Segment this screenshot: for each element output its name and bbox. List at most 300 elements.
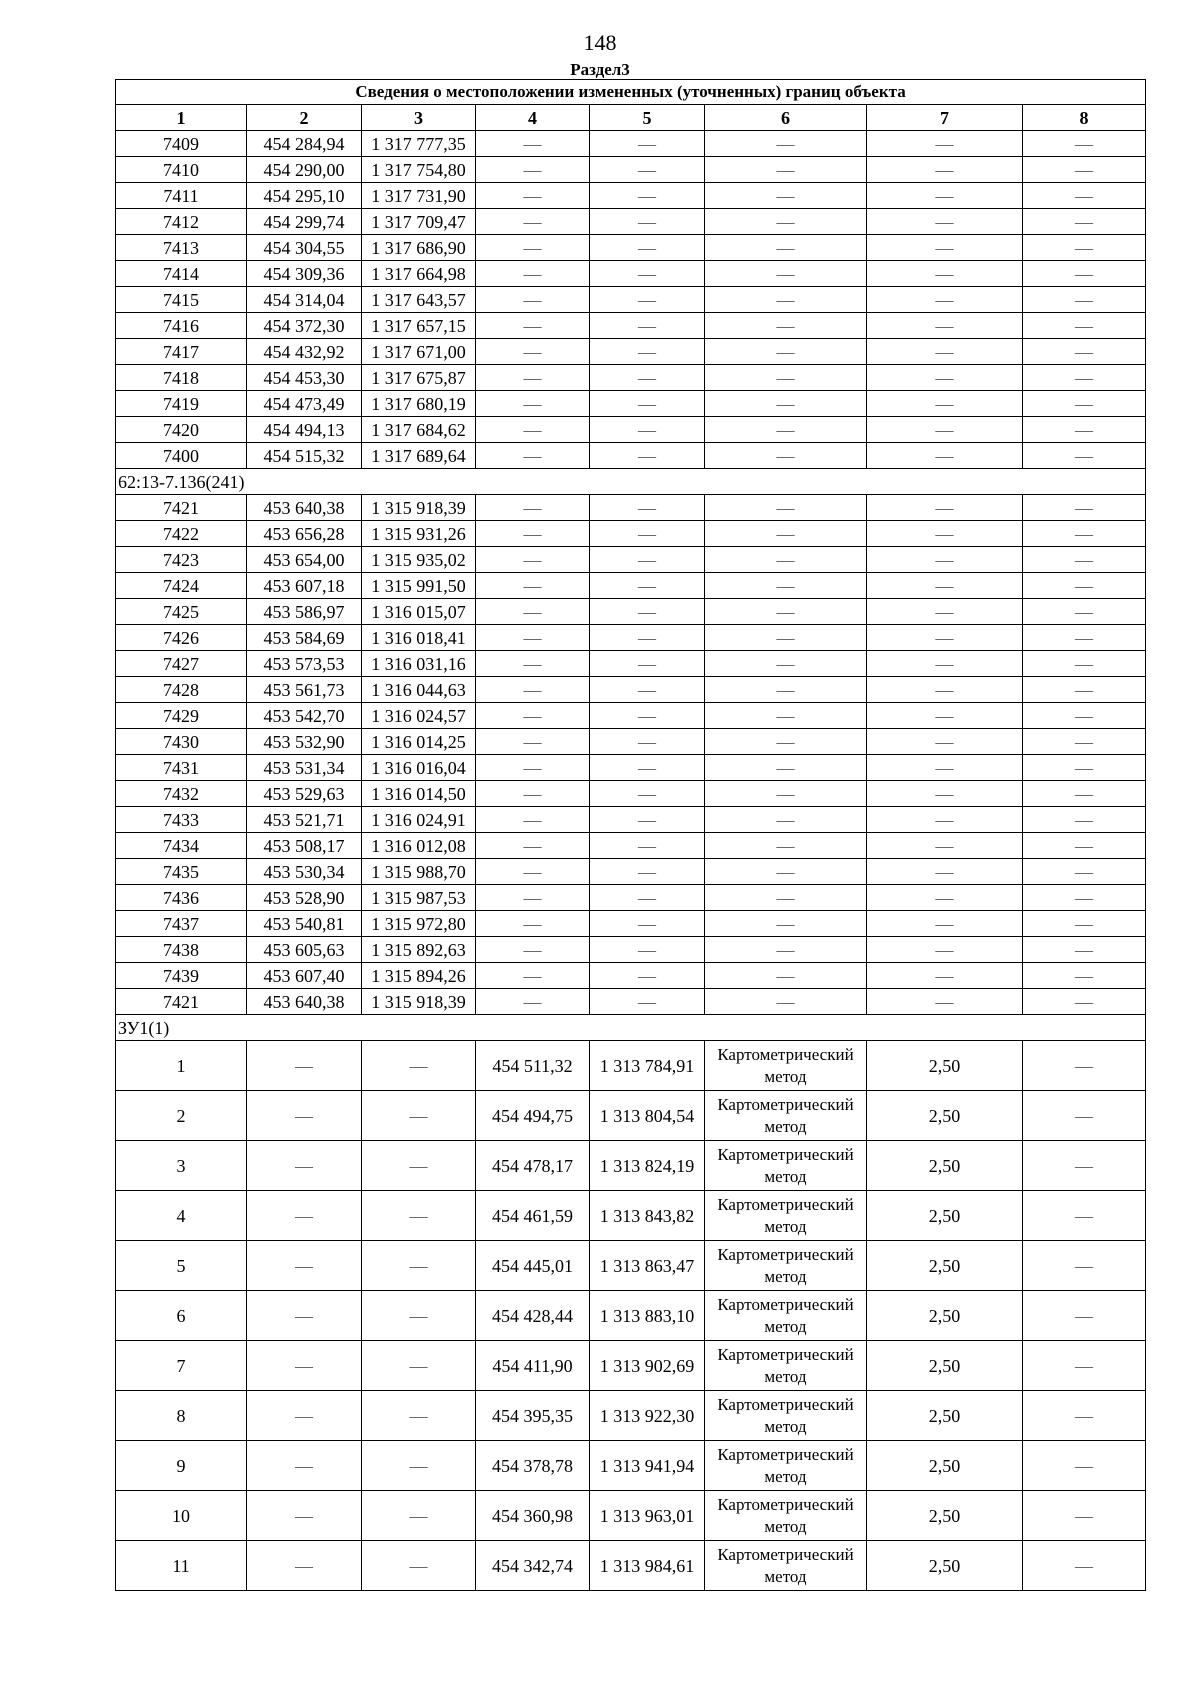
table-cell: — bbox=[1023, 755, 1146, 781]
table-cell: — bbox=[1023, 1391, 1146, 1441]
table-cell: — bbox=[247, 1391, 362, 1441]
group-header-row bbox=[116, 469, 1146, 495]
table-cell: 1 317 754,80 bbox=[362, 157, 476, 183]
table-cell: — bbox=[590, 807, 705, 833]
table-cell: 7426 bbox=[116, 625, 247, 651]
table-cell: — bbox=[247, 1291, 362, 1341]
table-cell: — bbox=[590, 677, 705, 703]
table-cell: — bbox=[476, 989, 590, 1015]
table-cell: — bbox=[590, 625, 705, 651]
table-cell: — bbox=[1023, 677, 1146, 703]
table-cell: — bbox=[1023, 573, 1146, 599]
table-cell: 1 316 018,41 bbox=[362, 625, 476, 651]
table-cell: — bbox=[867, 729, 1023, 755]
table-cell: — bbox=[867, 963, 1023, 989]
table-cell: — bbox=[867, 547, 1023, 573]
table-cell: — bbox=[705, 859, 867, 885]
table-cell: 1 313 902,69 bbox=[590, 1341, 705, 1391]
table-cell: 1 315 931,26 bbox=[362, 521, 476, 547]
table-cell: 2,50 bbox=[867, 1041, 1023, 1091]
page-number: 148 bbox=[583, 30, 617, 55]
table-cell: 454 299,74 bbox=[247, 209, 362, 235]
table-cell: — bbox=[1023, 651, 1146, 677]
table-cell: — bbox=[247, 1141, 362, 1191]
table-cell: — bbox=[476, 573, 590, 599]
table-cell: 454 295,10 bbox=[247, 183, 362, 209]
table-cell: 453 529,63 bbox=[247, 781, 362, 807]
table-row bbox=[116, 183, 1146, 209]
table-cell: 453 607,40 bbox=[247, 963, 362, 989]
table-cell: 1 313 984,61 bbox=[590, 1541, 705, 1591]
table-cell: — bbox=[590, 443, 705, 469]
table-row bbox=[116, 885, 1146, 911]
table-cell: 7437 bbox=[116, 911, 247, 937]
table-cell: — bbox=[705, 391, 867, 417]
table-cell: — bbox=[867, 573, 1023, 599]
table-cell: — bbox=[362, 1091, 476, 1141]
table-row bbox=[116, 391, 1146, 417]
column-header: 8 bbox=[1023, 105, 1146, 131]
table-cell: — bbox=[1023, 1441, 1146, 1491]
table-cell: — bbox=[590, 313, 705, 339]
table-cell: 454 304,55 bbox=[247, 235, 362, 261]
table-cell: — bbox=[476, 677, 590, 703]
table-cell: — bbox=[1023, 521, 1146, 547]
table-cell: — bbox=[705, 183, 867, 209]
table-row bbox=[116, 339, 1146, 365]
table-cell: 1 316 044,63 bbox=[362, 677, 476, 703]
table-cell: — bbox=[705, 521, 867, 547]
table-cell: — bbox=[705, 781, 867, 807]
table-cell: 7435 bbox=[116, 859, 247, 885]
table-row bbox=[116, 261, 1146, 287]
table-cell: 1 317 671,00 bbox=[362, 339, 476, 365]
table-cell: — bbox=[867, 157, 1023, 183]
table-cell: — bbox=[867, 417, 1023, 443]
table-cell: — bbox=[867, 833, 1023, 859]
table-cell: 1 313 922,30 bbox=[590, 1391, 705, 1441]
table-cell: — bbox=[476, 833, 590, 859]
table-cell: 454 473,49 bbox=[247, 391, 362, 417]
table-cell: 454 395,35 bbox=[476, 1391, 590, 1441]
table-cell: 1 317 731,90 bbox=[362, 183, 476, 209]
table-cell: — bbox=[476, 651, 590, 677]
table-cell: — bbox=[247, 1541, 362, 1591]
table-cell: — bbox=[1023, 911, 1146, 937]
table-cell: 1 316 024,57 bbox=[362, 703, 476, 729]
table-cell: 7428 bbox=[116, 677, 247, 703]
table-cell: 7413 bbox=[116, 235, 247, 261]
column-header: 2 bbox=[247, 105, 362, 131]
table-cell: 454 411,90 bbox=[476, 1341, 590, 1391]
table-cell: 454 284,94 bbox=[247, 131, 362, 157]
table-row bbox=[116, 859, 1146, 885]
table-cell: 1 317 664,98 bbox=[362, 261, 476, 287]
table-cell: — bbox=[867, 625, 1023, 651]
table-cell: — bbox=[476, 261, 590, 287]
table-cell: — bbox=[705, 651, 867, 677]
table-cell: — bbox=[1023, 443, 1146, 469]
table-cell: 1 315 991,50 bbox=[362, 573, 476, 599]
table-cell: 1 313 963,01 bbox=[590, 1491, 705, 1541]
table-cell: — bbox=[1023, 1541, 1146, 1591]
table-cell: — bbox=[1023, 859, 1146, 885]
table-cell: — bbox=[590, 521, 705, 547]
table-cell: — bbox=[247, 1491, 362, 1541]
table-cell: 1 315 935,02 bbox=[362, 547, 476, 573]
table-row bbox=[116, 755, 1146, 781]
table-cell: 453 654,00 bbox=[247, 547, 362, 573]
table-cell: 7417 bbox=[116, 339, 247, 365]
table-cell: — bbox=[476, 937, 590, 963]
table-cell: Картометрический метод bbox=[705, 1441, 867, 1491]
table-cell: 1 317 709,47 bbox=[362, 209, 476, 235]
table-cell: — bbox=[705, 677, 867, 703]
table-cell: — bbox=[867, 651, 1023, 677]
table-cell: 5 bbox=[116, 1241, 247, 1291]
table-cell: — bbox=[1023, 417, 1146, 443]
table-cell: — bbox=[705, 131, 867, 157]
table-cell: 7433 bbox=[116, 807, 247, 833]
table-cell: — bbox=[362, 1141, 476, 1191]
table-cell: — bbox=[476, 781, 590, 807]
table-cell: — bbox=[1023, 833, 1146, 859]
table-cell: 1 317 680,19 bbox=[362, 391, 476, 417]
table-cell: 1 313 863,47 bbox=[590, 1241, 705, 1291]
table-cell: — bbox=[705, 365, 867, 391]
table-cell: — bbox=[590, 365, 705, 391]
table-cell: 7438 bbox=[116, 937, 247, 963]
table-cell: 1 317 675,87 bbox=[362, 365, 476, 391]
table-cell: 6 bbox=[116, 1291, 247, 1341]
table-cell: — bbox=[1023, 1341, 1146, 1391]
table-cell: 1 316 014,25 bbox=[362, 729, 476, 755]
table-cell: 1 313 843,82 bbox=[590, 1191, 705, 1241]
table-cell: 453 540,81 bbox=[247, 911, 362, 937]
table-cell: 7423 bbox=[116, 547, 247, 573]
table-row bbox=[116, 1141, 1146, 1191]
table-row bbox=[116, 365, 1146, 391]
table-cell: 7439 bbox=[116, 963, 247, 989]
table-cell: 453 640,38 bbox=[247, 495, 362, 521]
table-cell: — bbox=[705, 313, 867, 339]
table-cell: — bbox=[705, 755, 867, 781]
table-cell: — bbox=[590, 833, 705, 859]
table-cell: — bbox=[867, 391, 1023, 417]
table-cell: 454 372,30 bbox=[247, 313, 362, 339]
table-cell: — bbox=[867, 209, 1023, 235]
table-cell: 453 607,18 bbox=[247, 573, 362, 599]
table-caption: Сведения о местоположении измененных (уточненных) границ объекта bbox=[116, 80, 1146, 105]
table-cell: 1 317 777,35 bbox=[362, 131, 476, 157]
table-cell: 7412 bbox=[116, 209, 247, 235]
table-cell: 454 461,59 bbox=[476, 1191, 590, 1241]
table-cell: — bbox=[590, 209, 705, 235]
table-cell: 1 317 689,64 bbox=[362, 443, 476, 469]
table-cell: — bbox=[867, 807, 1023, 833]
table-cell: — bbox=[1023, 261, 1146, 287]
table-cell: — bbox=[867, 443, 1023, 469]
table-cell: 453 656,28 bbox=[247, 521, 362, 547]
table-row bbox=[116, 131, 1146, 157]
table-cell: — bbox=[590, 729, 705, 755]
table-cell: — bbox=[247, 1091, 362, 1141]
table-cell: — bbox=[476, 703, 590, 729]
table-cell: — bbox=[476, 521, 590, 547]
table-cell: — bbox=[1023, 287, 1146, 313]
table-cell: — bbox=[362, 1541, 476, 1591]
table-cell: — bbox=[247, 1241, 362, 1291]
table-cell: — bbox=[1023, 339, 1146, 365]
table-cell: 453 530,34 bbox=[247, 859, 362, 885]
table-cell: — bbox=[247, 1341, 362, 1391]
table-cell: Картометрический метод bbox=[705, 1541, 867, 1591]
section-label: Раздел3 bbox=[570, 60, 630, 79]
table-cell: — bbox=[1023, 1041, 1146, 1091]
table-cell: 8 bbox=[116, 1391, 247, 1441]
group-label: 62:13-7.136(241) bbox=[116, 469, 1146, 495]
table-cell: 2,50 bbox=[867, 1391, 1023, 1441]
table-cell: — bbox=[476, 235, 590, 261]
table-cell: — bbox=[705, 963, 867, 989]
table-cell: 1 317 684,62 bbox=[362, 417, 476, 443]
table-cell: 1 316 015,07 bbox=[362, 599, 476, 625]
table-cell: 1 313 804,54 bbox=[590, 1091, 705, 1141]
table-cell: 7430 bbox=[116, 729, 247, 755]
table-cell: 1 315 918,39 bbox=[362, 989, 476, 1015]
table-cell: — bbox=[476, 339, 590, 365]
table-cell: — bbox=[476, 495, 590, 521]
table-cell: — bbox=[476, 625, 590, 651]
table-cell: 10 bbox=[116, 1491, 247, 1541]
table-cell: — bbox=[590, 599, 705, 625]
table-cell: — bbox=[705, 807, 867, 833]
table-cell: — bbox=[705, 495, 867, 521]
table-row bbox=[116, 547, 1146, 573]
table-cell: — bbox=[867, 261, 1023, 287]
table-cell: 2,50 bbox=[867, 1341, 1023, 1391]
table-cell: 1 315 892,63 bbox=[362, 937, 476, 963]
table-cell: — bbox=[1023, 1191, 1146, 1241]
table-cell: — bbox=[476, 807, 590, 833]
table-cell: 1 313 883,10 bbox=[590, 1291, 705, 1341]
table-cell: — bbox=[362, 1191, 476, 1241]
table-cell: — bbox=[590, 859, 705, 885]
column-header: 7 bbox=[867, 105, 1023, 131]
table-cell: 454 314,04 bbox=[247, 287, 362, 313]
table-cell: — bbox=[1023, 235, 1146, 261]
table-cell: 453 561,73 bbox=[247, 677, 362, 703]
table-row bbox=[116, 521, 1146, 547]
table-cell: — bbox=[705, 729, 867, 755]
table-cell: — bbox=[590, 261, 705, 287]
table-cell: — bbox=[590, 755, 705, 781]
table-cell: — bbox=[705, 573, 867, 599]
table-cell: 453 584,69 bbox=[247, 625, 362, 651]
table-cell: 1 315 988,70 bbox=[362, 859, 476, 885]
table-cell: — bbox=[867, 287, 1023, 313]
table-cell: — bbox=[1023, 807, 1146, 833]
table-cell: 7434 bbox=[116, 833, 247, 859]
table-cell: 1 315 972,80 bbox=[362, 911, 476, 937]
table-cell: — bbox=[476, 157, 590, 183]
table-cell: — bbox=[590, 157, 705, 183]
table-cell: 453 586,97 bbox=[247, 599, 362, 625]
table-cell: — bbox=[705, 261, 867, 287]
table-cell: — bbox=[867, 677, 1023, 703]
table-cell: — bbox=[590, 391, 705, 417]
table-cell: 1 313 941,94 bbox=[590, 1441, 705, 1491]
table-cell: 7415 bbox=[116, 287, 247, 313]
table-cell: 9 bbox=[116, 1441, 247, 1491]
table-cell: — bbox=[705, 209, 867, 235]
table-cell: 2,50 bbox=[867, 1441, 1023, 1491]
table-cell: — bbox=[867, 911, 1023, 937]
table-cell: 7 bbox=[116, 1341, 247, 1391]
table-cell: — bbox=[1023, 391, 1146, 417]
table-cell: — bbox=[867, 495, 1023, 521]
table-cell: — bbox=[476, 443, 590, 469]
table-cell: — bbox=[705, 599, 867, 625]
table-cell: 2,50 bbox=[867, 1091, 1023, 1141]
table-cell: 1 313 784,91 bbox=[590, 1041, 705, 1091]
table-cell: 7411 bbox=[116, 183, 247, 209]
table-row bbox=[116, 989, 1146, 1015]
table-cell: — bbox=[1023, 1491, 1146, 1541]
table-cell: — bbox=[867, 521, 1023, 547]
table-cell: 1 316 012,08 bbox=[362, 833, 476, 859]
table-cell: 7409 bbox=[116, 131, 247, 157]
table-cell: — bbox=[590, 885, 705, 911]
table-cell: 453 573,53 bbox=[247, 651, 362, 677]
table-row bbox=[116, 651, 1146, 677]
table-cell: 4 bbox=[116, 1191, 247, 1241]
table-cell: — bbox=[867, 989, 1023, 1015]
table-cell: — bbox=[705, 833, 867, 859]
table-cell: — bbox=[1023, 209, 1146, 235]
table-cell: Картометрический метод bbox=[705, 1291, 867, 1341]
table-cell: 2,50 bbox=[867, 1241, 1023, 1291]
table-row bbox=[116, 1491, 1146, 1541]
table-cell: — bbox=[867, 703, 1023, 729]
table-cell: — bbox=[1023, 781, 1146, 807]
column-header: 3 bbox=[362, 105, 476, 131]
table-cell: 7432 bbox=[116, 781, 247, 807]
table-cell: — bbox=[1023, 547, 1146, 573]
table-cell: 453 605,63 bbox=[247, 937, 362, 963]
table-cell: — bbox=[476, 859, 590, 885]
table-row bbox=[116, 443, 1146, 469]
table-cell: 2,50 bbox=[867, 1491, 1023, 1541]
table-cell: — bbox=[476, 599, 590, 625]
table-cell: 454 432,92 bbox=[247, 339, 362, 365]
table-cell: — bbox=[247, 1191, 362, 1241]
table-cell: 454 290,00 bbox=[247, 157, 362, 183]
column-header-row bbox=[116, 105, 1146, 131]
table-cell: — bbox=[476, 313, 590, 339]
table-cell: — bbox=[590, 183, 705, 209]
table-cell: 454 511,32 bbox=[476, 1041, 590, 1091]
table-cell: — bbox=[867, 235, 1023, 261]
table-cell: Картометрический метод bbox=[705, 1141, 867, 1191]
table-cell: — bbox=[867, 859, 1023, 885]
table-cell: 1 315 918,39 bbox=[362, 495, 476, 521]
column-header: 4 bbox=[476, 105, 590, 131]
table-cell: 1 316 014,50 bbox=[362, 781, 476, 807]
table-cell: — bbox=[476, 417, 590, 443]
boundary-table bbox=[115, 79, 1146, 1591]
table-cell: — bbox=[1023, 989, 1146, 1015]
table-cell: 11 bbox=[116, 1541, 247, 1591]
table-cell: 453 532,90 bbox=[247, 729, 362, 755]
table-cell: Картометрический метод bbox=[705, 1241, 867, 1291]
table-cell: Картометрический метод bbox=[705, 1491, 867, 1541]
table-row bbox=[116, 599, 1146, 625]
table-cell: — bbox=[590, 495, 705, 521]
table-cell: — bbox=[1023, 963, 1146, 989]
table-cell: — bbox=[1023, 313, 1146, 339]
table-row bbox=[116, 963, 1146, 989]
column-header: 1 bbox=[116, 105, 247, 131]
table-cell: — bbox=[476, 209, 590, 235]
table-cell: — bbox=[1023, 599, 1146, 625]
table-cell: 1 317 686,90 bbox=[362, 235, 476, 261]
table-cell: 453 542,70 bbox=[247, 703, 362, 729]
table-cell: — bbox=[476, 365, 590, 391]
table-cell: — bbox=[476, 963, 590, 989]
table-cell: — bbox=[1023, 157, 1146, 183]
table-cell: 454 428,44 bbox=[476, 1291, 590, 1341]
table-cell: — bbox=[590, 989, 705, 1015]
table-cell: 454 342,74 bbox=[476, 1541, 590, 1591]
group-label: ЗУ1(1) bbox=[116, 1015, 1146, 1041]
table-row bbox=[116, 703, 1146, 729]
table-cell: — bbox=[362, 1341, 476, 1391]
table-cell: — bbox=[362, 1241, 476, 1291]
table-row bbox=[116, 157, 1146, 183]
table-cell: — bbox=[867, 365, 1023, 391]
table-cell: 454 515,32 bbox=[247, 443, 362, 469]
table-cell: — bbox=[705, 235, 867, 261]
table-cell: 454 453,30 bbox=[247, 365, 362, 391]
table-cell: 453 640,38 bbox=[247, 989, 362, 1015]
table-cell: 453 531,34 bbox=[247, 755, 362, 781]
table-cell: 454 309,36 bbox=[247, 261, 362, 287]
table-cell: — bbox=[705, 989, 867, 1015]
table-cell: — bbox=[476, 183, 590, 209]
table-row bbox=[116, 781, 1146, 807]
table-row bbox=[116, 1291, 1146, 1341]
table-cell: Картометрический метод bbox=[705, 1341, 867, 1391]
table-cell: 454 378,78 bbox=[476, 1441, 590, 1491]
table-cell: — bbox=[705, 547, 867, 573]
table-cell: — bbox=[247, 1041, 362, 1091]
table-cell: 1 316 024,91 bbox=[362, 807, 476, 833]
table-cell: — bbox=[705, 287, 867, 313]
table-row bbox=[116, 209, 1146, 235]
table-cell: 2,50 bbox=[867, 1291, 1023, 1341]
table-cell: — bbox=[1023, 495, 1146, 521]
table-cell: — bbox=[1023, 1291, 1146, 1341]
table-cell: — bbox=[705, 703, 867, 729]
table-cell: — bbox=[867, 313, 1023, 339]
table-row bbox=[116, 937, 1146, 963]
table-cell: — bbox=[590, 547, 705, 573]
table-cell: 7418 bbox=[116, 365, 247, 391]
table-cell: — bbox=[1023, 625, 1146, 651]
table-row bbox=[116, 1041, 1146, 1091]
table-cell: 453 521,71 bbox=[247, 807, 362, 833]
